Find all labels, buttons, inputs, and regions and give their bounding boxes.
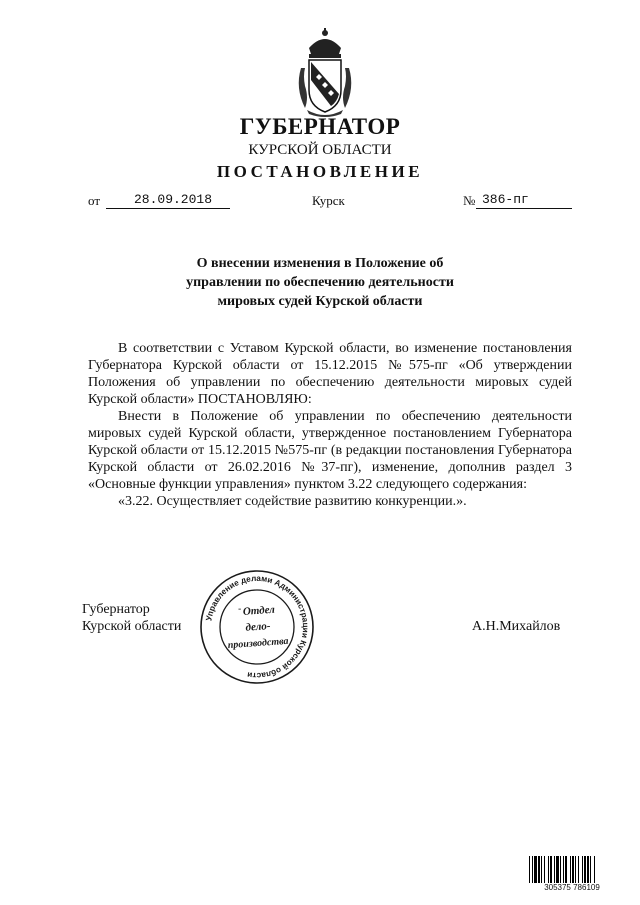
position-line: Курской области [82, 619, 182, 634]
heading-line: мировых судей Курской области [217, 294, 423, 309]
document-number: 386-пг [482, 192, 529, 207]
signatory-position [82, 601, 181, 635]
heading-line: О внесении изменения в Положение об [196, 256, 444, 271]
document-heading [0, 254, 640, 311]
barcode-number: 305375 786109 [528, 883, 616, 892]
svg-text:-: - [238, 604, 242, 615]
body-paragraph: Внести в Положение об управлении по обеспечению деятельности мировых судей Курской области, утвержденное постановлением Губернатора Курской области от 15.12.2015 №575-пг (в редакции постановления Губернатора Курской области от 26.02.2016 №37-пг), изменение, дополнив раздел 3 «Основные функции управления» пунктом 3.22 следующего содержания: [88, 409, 572, 492]
stamp-center-line: Отдел [242, 603, 276, 618]
date-underline [106, 208, 230, 209]
position-line: Губернатор [82, 602, 150, 617]
document-type: ПОСТАНОВЛЕНИЕ [216, 162, 424, 181]
stamp-center-line: производства [227, 635, 289, 652]
crown-icon [309, 28, 341, 58]
body-paragraph: «3.22. Осуществляет содействие развитию конкуренции.». [118, 494, 467, 509]
page-title: ГУБЕРНАТОР [239, 114, 401, 139]
number-prefix: № [463, 193, 476, 208]
stamp-ring-text: Управление делами Администрации Курской области [204, 573, 311, 681]
document-city: Курск [312, 193, 345, 208]
body-paragraph: В соответствии с Уставом Курской области, во изменение постановления Губернатора Курской области от 15.12.2015 №575-пг «Об утверждении Положения об управлении по обеспечению деятельности мировых судей Курской области» ПОСТАНОВЛЯЮ: [88, 341, 572, 407]
number-underline [476, 208, 572, 209]
document-body [88, 340, 572, 510]
signatory-name: А.Н.Михайлов [472, 619, 561, 634]
heading-line: управлении по обеспечению деятельности [186, 275, 454, 290]
office-stamp [198, 568, 316, 686]
stamp-center-line: дело- [245, 620, 271, 634]
region-subtitle: КУРСКОЙ ОБЛАСТИ [248, 142, 392, 158]
date-prefix: от [88, 193, 101, 208]
document-date: 28.09.2018 [134, 192, 213, 207]
coat-of-arms-emblem [291, 28, 359, 120]
